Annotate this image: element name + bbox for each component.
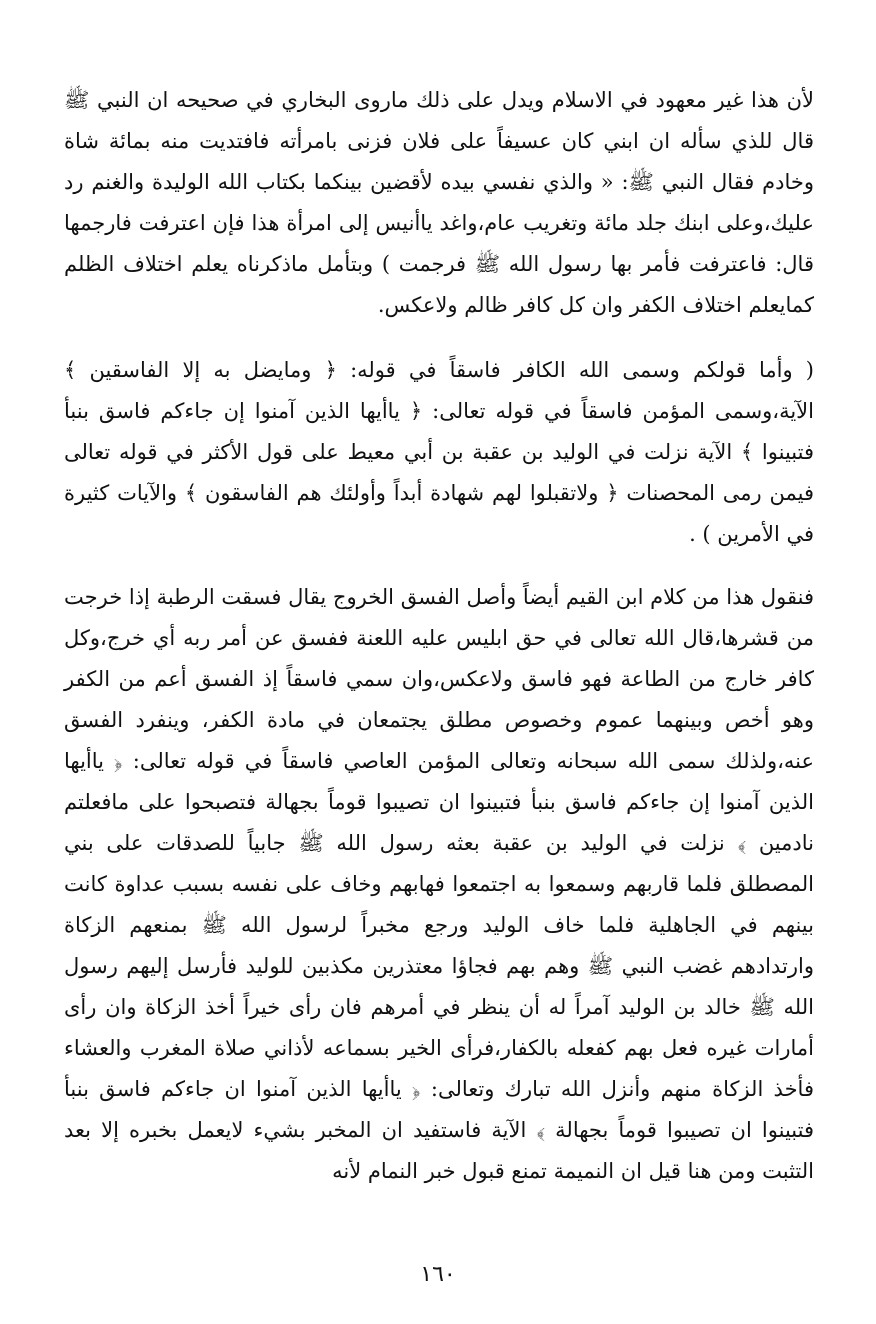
body-paragraph: لأن هذا غير معهود في الاسلام ويدل على ذلك ماروى البخاري في صحيحه ان النبي ﷺ قال للذي سأله ان ابني كان عسيفاً على فلان فزنى بامرأته فافتديت منه بمائة شاة وخادم فقال النبي ﷺ: « والذي نفسي بيده لأقضين بينكما بكتاب الله الوليدة والغنم رد عليك،وعلى ابنك جلد مائة وتغريب عام،واغد ياأنيس إلى امرأة هذا فإن اعترفت فارجمها قال: فاعترفت فأمر بها رسول الله ﷺ فرجمت ) وبتأمل ماذكرناه يعلم اختلاف الظلم كمايعلم اختلاف الكفر وان كل كافر ظالم ولاعكس.	[64, 88, 814, 317]
page-number: ١٦٠	[420, 1262, 456, 1287]
body-paragraph: فنقول هذا من كلام ابن القيم أيضاً وأصل الفسق الخروج يقال فسقت الرطبة إذا خرجت من قشرها،قال الله تعالى في حق ابليس عليه اللعنة ففسق عن أمر ربه أي خرج،وكل كافر خارج من الطاعة فهو فاسق ولاعكس،وان سمي فاسقاً إذ الفسق أعم من الكفر وهو أخص وبينهما عموم وخصوص مطلق يجتمعان في مادة الكفر، وينفرد الفسق عنه،ولذلك سمى الله سبحانه وتعالى المؤمن العاصي فاسقاً في قوله تعالى: ﴿ ياأيها الذين آمنوا إن جاءكم فاسق بنبأ فتبينوا ان تصيبوا قوماً بجهالة فتصبحوا على مافعلتم نادمين ﴾ نزلت في الوليد بن عقبة بعثه رسول الله ﷺ جابياً للصدقات على بني المصطلق فلما قاربهم وسمعوا به اجتمعوا فهابهم وخاف على نفسه بسبب عداوة كانت بينهم في الجاهلية فلما خاف الوليد ورجع مخبراً لرسول الله ﷺ بمنعهم الزكاة وارتدادهم غضب النبي ﷺ وهم بهم فجاؤا معتذرين مكذبين للوليد فأرسل إليهم رسول الله ﷺ خالد بن الوليد آمراً له أن ينظر في أمرهم فان رأى خيراً أخذ الزكاة وان رأى أمارات غيره فعل بهم كفعله بالكفار،فرأى الخير بسماعه لأذاني صلاة المغرب والعشاء فأخذ الزكاة منهم وأنزل الله تبارك وتعالى: ﴿ ياأيها الذين آمنوا ان جاءكم فاسق بنبأ فتبينوا ان تصيبوا قوماً بجهالة ﴾ الآية فاستفيد ان المخبر بشيء لايعمل بخبره إلا بعد التثبت ومن هنا قيل ان النميمة تمنع قبول خبر النمام لأنه	[64, 585, 814, 1183]
page-content	[64, 80, 814, 1304]
body-paragraph: ( وأما قولكم وسمى الله الكافر فاسقاً في قوله: ﴿ ومايضل به إلا الفاسقين ﴾ الآية،وسمى المؤمن فاسقاً في قوله تعالى: ﴿ ياأيها الذين آمنوا إن جاءكم فاسق بنبأ فتبينوا ﴾ الآية نزلت في الوليد بن عقبة بن أبي معيط على قول الأكثر في قوله تعالى فيمن رمى المحصنات ﴿ ولاتقبلوا لهم شهادة أبداً وأولئك هم الفاسقون ﴾ والآيات كثيرة في الأمرين ) .	[64, 358, 814, 546]
